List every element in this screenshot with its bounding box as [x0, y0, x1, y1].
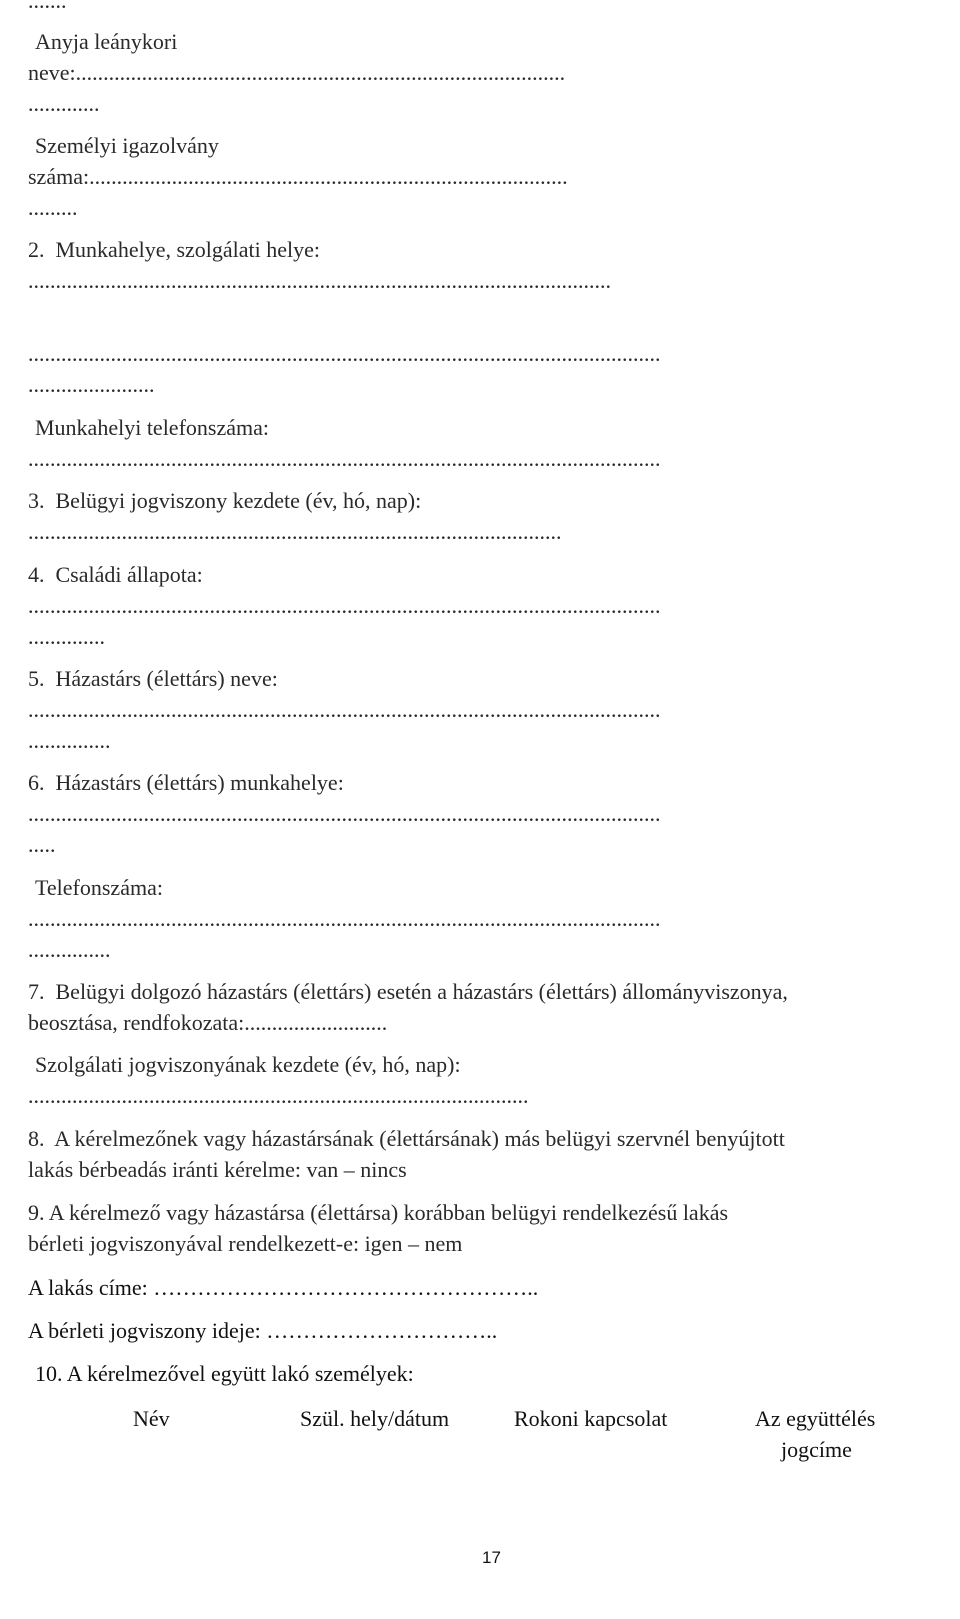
text-line: bérleti jogviszonyával rendelkezett-e: igen – nem	[28, 1231, 463, 1256]
text-line: ...................................................................................................................	[28, 446, 661, 471]
text-line: neve:.........................................................................................	[28, 60, 566, 85]
text-line: ...................................................................................................................	[28, 341, 661, 366]
text-line: ...................................................................................................................	[28, 906, 661, 931]
column-header-name: Név	[133, 1406, 170, 1431]
text-line: ...................................................................................................................	[28, 697, 661, 722]
text-line: .......	[28, 0, 67, 13]
page-number: 17	[482, 1548, 501, 1567]
text-line: Telefonszáma:	[35, 875, 163, 900]
column-header-birth: Szül. hely/dátum	[300, 1406, 450, 1431]
text-line: ..............	[28, 624, 105, 649]
text-line: 6. Házastárs (élettárs) munkahelye:	[28, 770, 344, 795]
text-line: ...............	[28, 728, 111, 753]
text-line: beosztása, rendfokozata:..........................	[28, 1010, 388, 1035]
column-header-cohabitation-2: jogcíme	[781, 1437, 852, 1462]
text-line: lakás bérbeadás iránti kérelme: van – nincs	[28, 1157, 407, 1182]
text-line: Munkahelyi telefonszáma:	[35, 415, 269, 440]
text-line: 3. Belügyi jogviszony kezdete (év, hó, nap):	[28, 488, 422, 513]
text-line: száma:.......................................................................................	[28, 164, 568, 189]
text-line: ...........................................................................................	[28, 1083, 529, 1108]
text-line: .........	[28, 195, 78, 220]
text-line: A lakás címe: ……………………………………………..	[28, 1275, 539, 1300]
text-line: Személyi igazolvány	[35, 133, 219, 158]
text-line: 9. A kérelmező vagy házastársa (élettársa) korábban belügyi rendelkezésű lakás	[28, 1200, 729, 1225]
text-line: ...................................................................................................................	[28, 801, 661, 826]
text-line: .............	[28, 91, 100, 116]
column-header-relation: Rokoni kapcsolat	[514, 1406, 668, 1431]
text-line: ...................................................................................................................	[28, 593, 661, 618]
text-line: 4. Családi állapota:	[28, 562, 203, 587]
text-line: 10. A kérelmezővel együtt lakó személyek:	[35, 1361, 414, 1386]
text-line: 2. Munkahelye, szolgálati helye:	[28, 237, 321, 262]
text-line: 8. A kérelmezőnek vagy házastársának (élettársának) más belügyi szervnél benyújtott	[28, 1126, 785, 1151]
text-line: .....	[28, 832, 56, 857]
text-line: Szolgálati jogviszonyának kezdete (év, hó, nap):	[35, 1052, 461, 1077]
text-line: 5. Házastárs (élettárs) neve:	[28, 666, 278, 691]
text-line: .......................	[28, 372, 155, 397]
text-line: Anyja leánykori	[35, 29, 178, 54]
text-line: 7. Belügyi dolgozó házastárs (élettárs) esetén a házastárs (élettárs) állományviszonya,	[28, 979, 788, 1004]
text-line: ...............	[28, 937, 111, 962]
column-header-cohabitation: Az együttélés	[755, 1406, 876, 1431]
text-line: A bérleti jogviszony ideje: …………………………..	[28, 1318, 498, 1343]
text-line: ..........................................................................................................	[28, 268, 611, 293]
text-line: .................................................................................................	[28, 519, 562, 544]
